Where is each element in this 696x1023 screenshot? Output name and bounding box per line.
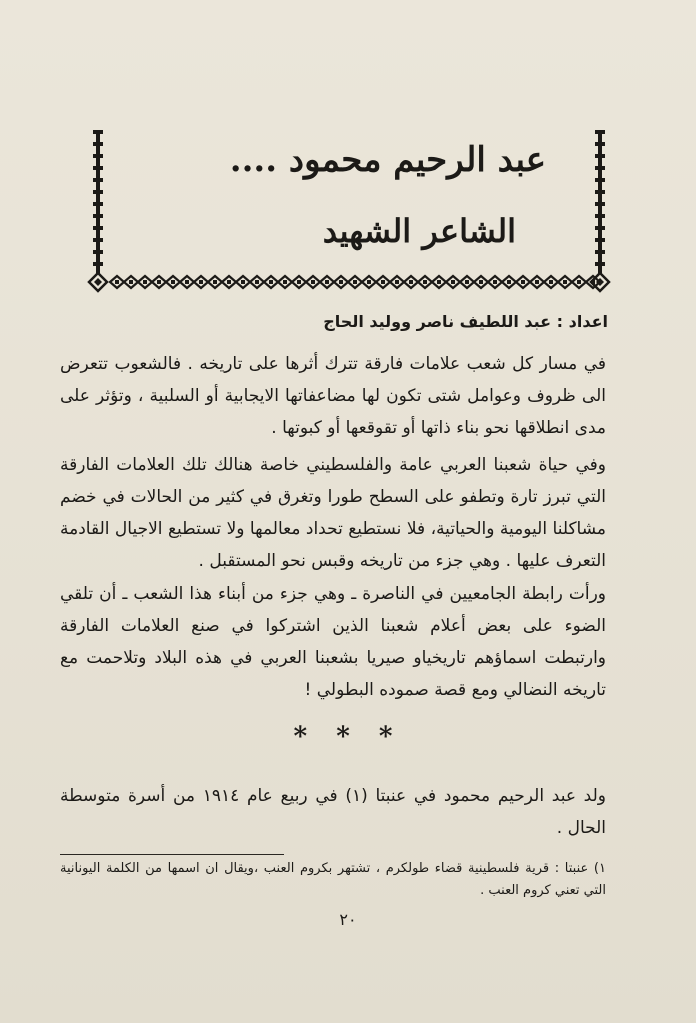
byline: اعداد : عبد اللطيف ناصر ووليد الحاج xyxy=(323,312,608,331)
page-number: ٢٠ xyxy=(339,910,357,929)
title-name: عبد الرحيم محمود .... xyxy=(229,140,546,180)
paragraph-3: ورأت رابطة الجامعيين في الناصرة ـ وهي جزء من أبناء هذا الشعب ـ أن تلقي الضوء على بعض أعلام شعبنا الذين اشتركوا في صنع العلامات الفارقة وارتبطت اسماؤهم تاريخياو صيريا بشعبنا العربي في هذه البلاد وتلاحمت مع تاريخه النضالي ومع قصة صموده البطولي ! xyxy=(60,584,606,700)
paragraph-4: ولد عبد الرحيم محمود في عنبتا (١) في ربيع عام ١٩١٤ من أسرة متوسطة الحال . xyxy=(60,786,606,838)
paragraph-2: وفي حياة شعبنا العربي عامة والفلسطيني خاصة هنالك تلك العلامات الفارقة التي تبرز تارة وتطفو على السطح طورا وتغرق في كثير من الحالات في خضم مشاكلنا اليومية والحياتية، فلا نستطيع تحداد معالمها ولا تستطيع الاجيال القادمة التعرف عليها . وهي جزء من تاريخه وقبس نحو المستقبل . xyxy=(60,455,606,571)
footnote-rule xyxy=(60,854,284,855)
paragraph-1: في مسار كل شعب علامات فارقة تترك أثرها على تاريخه . فالشعوب تتعرض الى ظروف وعوامل شتى تكون لها مضاعفاتها الايجابية أو السلبية ، وتؤثر على مدى انطلاقها نحو بناء ذاتها أو تقوقعها أو كبوتها . xyxy=(60,354,606,438)
section-separator: * * * xyxy=(293,722,403,752)
footnote: ١) عنبتا : قرية فلسطينية قضاء طولكرم ، تشتهر بكروم العنب ،ويقال ان اسمها من الكلمة اليونانية التي تعني كروم العنب . xyxy=(60,861,606,898)
title-subtitle: الشاعر الشهيد xyxy=(322,212,516,250)
